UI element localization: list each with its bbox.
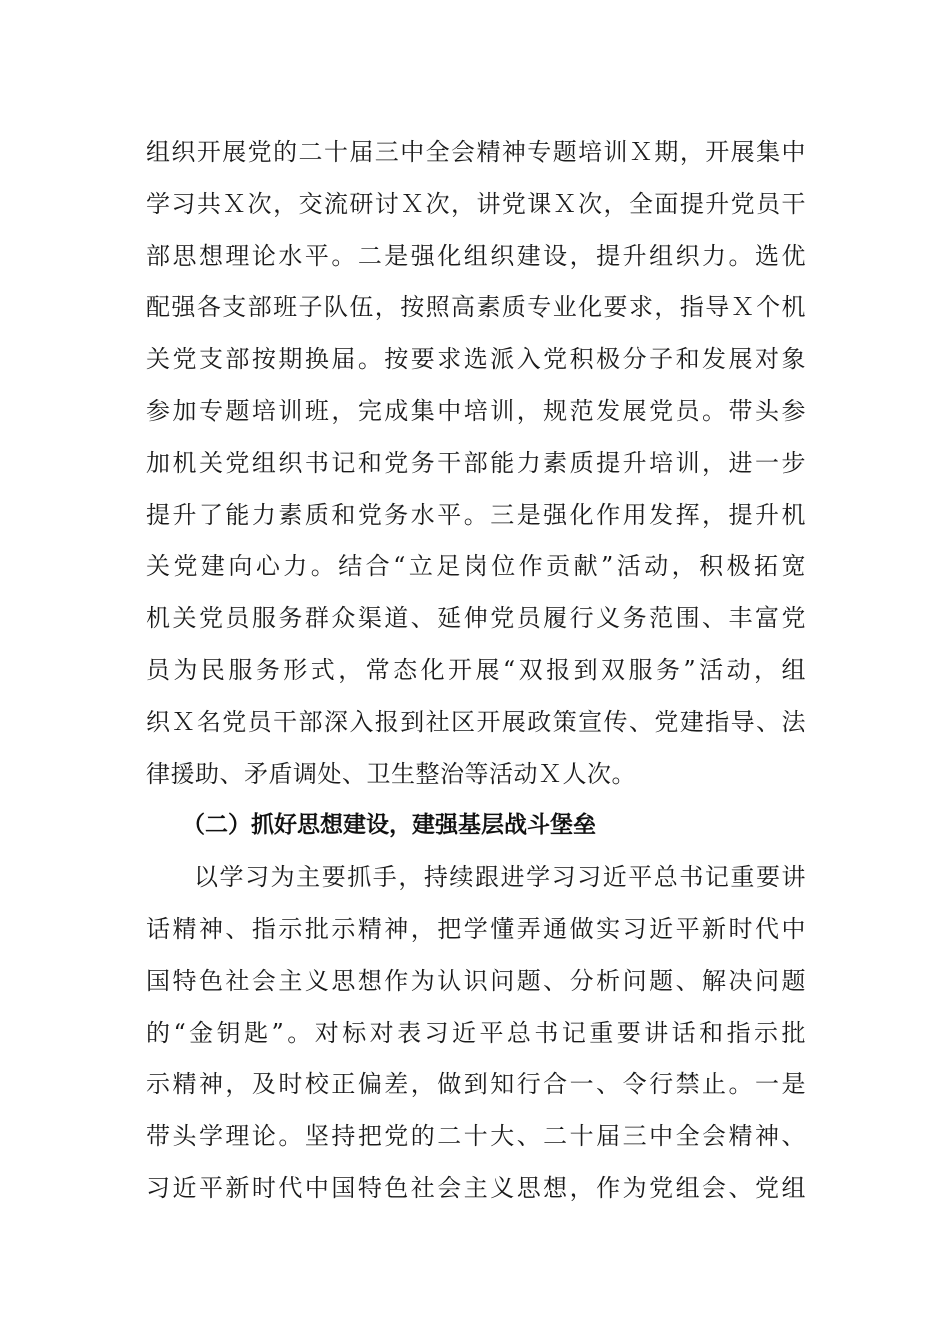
text-line: 学习共Ｘ次，交流研讨Ｘ次，讲党课Ｘ次，全面提升党员干 [146, 189, 806, 218]
text-line: 关党支部按期换届。按要求选派入党积极分子和发展对象 [146, 345, 806, 374]
text-line: 部思想理论水平。二是强化组织建设，提升组织力。选优 [146, 241, 806, 270]
text-line: 配强各支部班子队伍，按照高素质专业化要求，指导Ｘ个机 [146, 293, 806, 322]
text-line: 关党建向心力。结合“立足岗位作贡献”活动，积极拓宽 [146, 552, 806, 581]
text-line: 习近平新时代中国特色社会主义思想，作为党组会、党组 [146, 1173, 806, 1202]
text-line: 话精神、指示批示精神，把学懂弄通做实习近平新时代中 [146, 914, 806, 943]
text-line: 以学习为主要抓手，持续跟进学习习近平总书记重要讲 [194, 863, 806, 892]
text-line: 律援助、矛盾调处、卫生整治等活动Ｘ人次。 [146, 759, 636, 788]
section-heading: （二）抓好思想建设，建强基层战斗堡垒 [182, 812, 596, 839]
text-line: 加机关党组织书记和党务干部能力素质提升培训，进一步 [146, 448, 806, 477]
text-line: 参加专题培训班，完成集中培训，规范发展党员。带头参 [146, 396, 806, 425]
text-line: 织Ｘ名党员干部深入报到社区开展政策宣传、党建指导、法 [146, 707, 806, 736]
document-body [146, 127, 806, 1215]
paragraph-1 [146, 127, 806, 800]
text-line: 示精神，及时校正偏差，做到知行合一、令行禁止。一是 [146, 1070, 806, 1099]
text-line: 机关党员服务群众渠道、延伸党员履行义务范围、丰富党 [146, 604, 806, 633]
text-line: 组织开展党的二十届三中全会精神专题培训Ｘ期，开展集中 [146, 138, 806, 166]
text-line: 国特色社会主义思想作为认识问题、分析问题、解决问题 [146, 966, 806, 995]
paragraph-2 [146, 852, 806, 1215]
text-line: 带头学理论。坚持把党的二十大、二十届三中全会精神、 [146, 1122, 806, 1151]
text-line: 提升了能力素质和党务水平。三是强化作用发挥，提升机 [146, 500, 806, 529]
text-line: 员为民服务形式，常态化开展“双报到双服务”活动，组 [146, 655, 806, 684]
text-line: 的“金钥匙”。对标对表习近平总书记重要讲话和指示批 [146, 1018, 806, 1047]
